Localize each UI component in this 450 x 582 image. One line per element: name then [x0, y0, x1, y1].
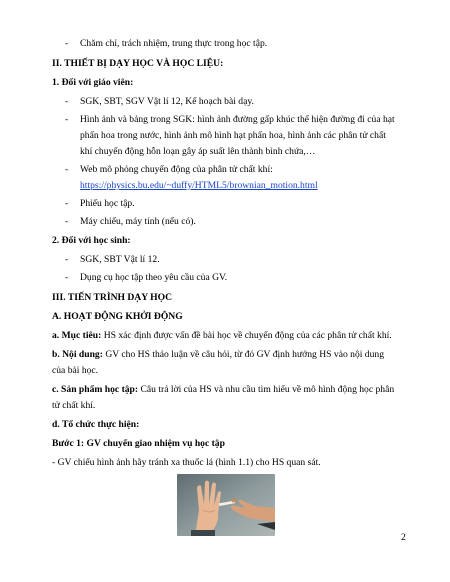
subsection-heading: A. HOẠT ĐỘNG KHỞI ĐỘNG: [52, 311, 183, 322]
list-item: Phiếu học tập.: [80, 198, 135, 209]
section-heading: III. TIẾN TRÌNH DẠY HỌC: [52, 292, 173, 303]
simulation-link[interactable]: https://physics.bu.edu/~duffy/HTML5/brownian_motion.html: [80, 180, 318, 191]
bullet-dash: -: [65, 164, 69, 175]
subsection-heading: 2. Đối với học sinh:: [52, 235, 131, 246]
bullet-dash: -: [65, 198, 69, 209]
content-text: GV cho HS thảo luận về câu hỏi, từ đó GV định hướng HS vào nội dung: [105, 349, 384, 360]
content-text-continued: của bài học.: [52, 365, 99, 376]
organization-heading: d. Tổ chức thực hiện:: [52, 419, 140, 430]
list-item: Máy chiếu, máy tính (nếu có).: [80, 216, 196, 227]
bullet-dash: -: [65, 38, 69, 49]
list-item: Web mô phỏng chuyển động của phân tử chất khí:: [80, 164, 273, 175]
product-line: [52, 384, 394, 396]
content-line: [52, 349, 384, 361]
list-item: SGK, SBT, SGV Vật lí 12, Kế hoạch bài dạy.: [80, 96, 254, 107]
objective-line: [52, 330, 392, 342]
bullet-dash: -: [65, 254, 69, 265]
bullet-text: Chăm chỉ, trách nhiệm, trung thực trong học tập.: [80, 38, 268, 49]
objective-label: a. Mục tiêu:: [52, 330, 102, 341]
product-text-continued: tử chất khí.: [52, 400, 96, 411]
content-label: b. Nội dung:: [52, 349, 103, 360]
bullet-dash: -: [65, 216, 69, 227]
page-number: 2: [401, 532, 406, 543]
product-label: c. Sản phẩm học tập:: [52, 384, 139, 395]
list-item: Hình ảnh và bảng trong SGK: hình ảnh đường gấp khúc thể hiện đường đi của hạt: [80, 114, 395, 125]
step-heading: Bước 1: GV chuyển giao nhiệm vụ học tập: [52, 438, 225, 449]
list-item: SGK, SBT Vật lí 12.: [80, 254, 160, 265]
list-item-continued: phấn hoa trong nước, hình ảnh mô hình hạt phấn hoa, hình ảnh các phân tử chất: [80, 130, 386, 141]
step-text: - GV chiếu hình ảnh hãy tránh xa thuốc lá (hình 1.1) cho HS quan sát.: [52, 457, 321, 468]
product-text: Câu trả lời của HS và nhu cầu tìm hiểu về mô hình động học phân: [140, 384, 395, 395]
list-item: Dụng cụ học tập theo yêu cầu của GV.: [80, 272, 228, 283]
section-heading: II. THIẾT BỊ DẠY HỌC VÀ HỌC LIỆU:: [52, 58, 224, 69]
bullet-dash: -: [65, 272, 69, 283]
refuse-cigarette-photo: [177, 474, 275, 536]
list-item-continued: khí chuyển động hỗn loạn gây áp suất lên thành bình chứa,…: [80, 146, 316, 157]
bullet-dash: -: [65, 114, 69, 125]
subsection-heading: 1. Đối với giáo viên:: [52, 77, 134, 88]
objective-text: HS xác định được vấn đề bài học về chuyển động của các phân tử chất khí.: [103, 330, 392, 341]
bullet-dash: -: [65, 96, 69, 107]
